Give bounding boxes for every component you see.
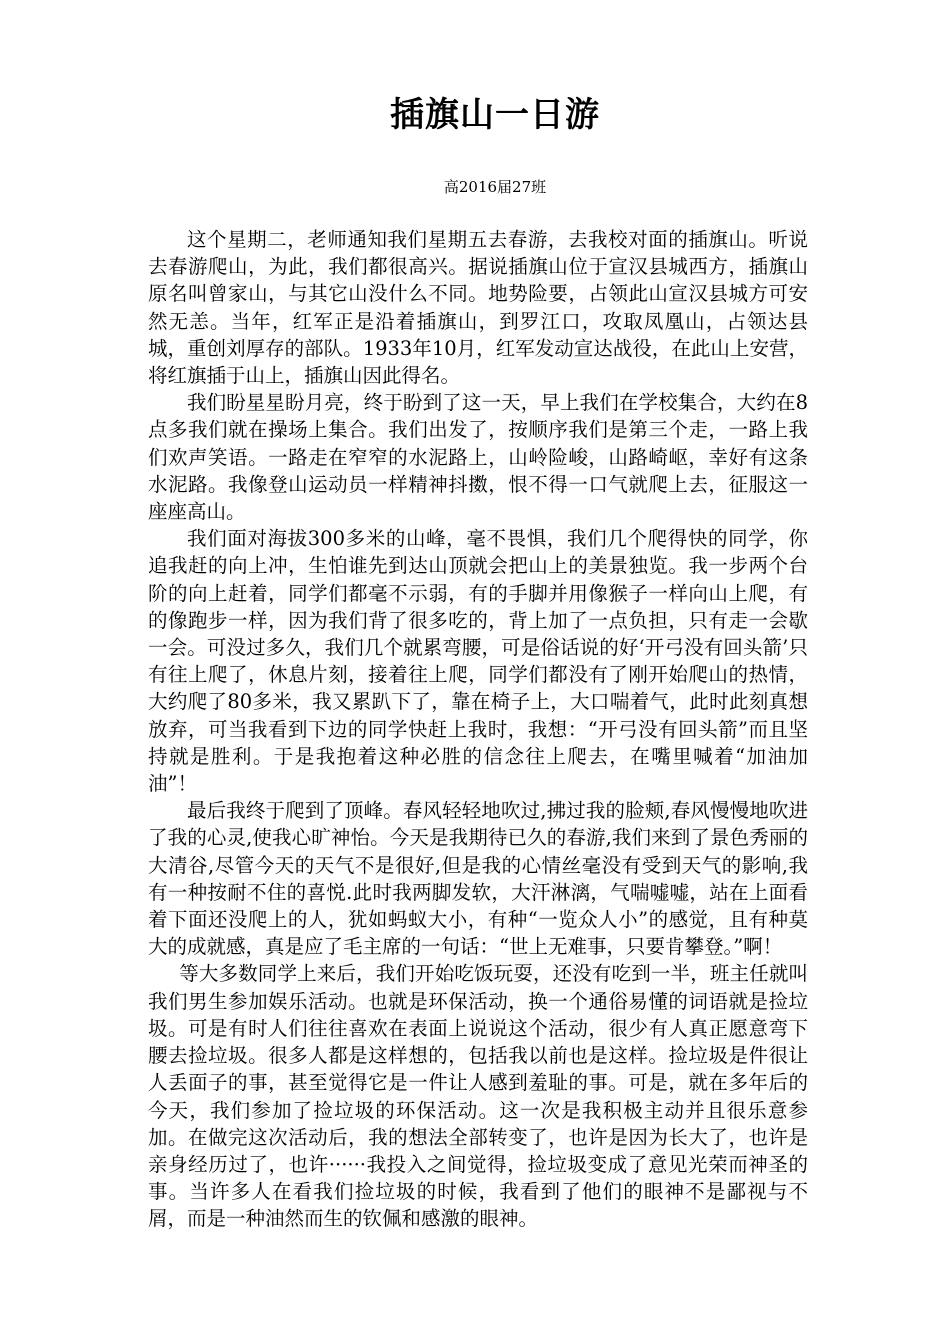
paragraph-4: 最后我终于爬到了顶峰。春风轻轻地吹过,拂过我的脸颊,春风慢慢地吹进了我的心灵,使我心旷神怡。今天是我期待已久的春游,我们来到了景色秀丽的大清谷,尽管今天的天气不是很好,但是我的心情丝毫没有受到天气的影响,我有一种按耐不住的喜悦.此时我两脚发软，大汗淋漓，气喘嘘嘘，站在上面看着下面还没爬上的人，犹如蚂蚁大小，有种“一览众人小”的感觉，且有种莫大的成就感，真是应了毛主席的一句话：“世上无难事，只要肯攀登。”啊！ <box>148 799 808 959</box>
document-body <box>148 226 808 1233</box>
paragraph-5: 等大多数同学上来后，我们开始吃饭玩耍，还没有吃到一半，班主任就叫我们男生参加娱乐活动。也就是环保活动，换一个通俗易懂的词语就是捡垃圾。可是有时人们往往喜欢在表面上说说这个活动，很少有人真正愿意弯下腰去捡垃圾。很多人都是这样想的，包括我以前也是这样。捡垃圾是件很让人丢面子的事，甚至觉得它是一件让人感到羞耻的事。可是，就在多年后的今天，我们参加了捡垃圾的环保活动。这一次是我积极主动并且很乐意参加。在做完这次活动后，我的想法全部转变了，也许是因为长大了，也许是亲身经历过了，也许······我投入之间觉得，捡垃圾变成了意见光荣而神圣的事。当许多人在看我们捡垃圾的时候，我看到了他们的眼神不是鄙视与不屑，而是一种油然而生的钦佩和感激的眼神。 <box>148 962 808 1231</box>
document-byline: 高2016届27班 <box>443 178 547 196</box>
document-title: 插旗山一日游 <box>390 95 600 135</box>
paragraph-2: 我们盼星星盼月亮，终于盼到了这一天，早上我们在学校集合，大约在8点多我们就在操场上集合。我们出发了，按顺序我们是第三个走，一路上我们欢声笑语。一路走在窄窄的水泥路上，山岭险峻，山路崎岖，幸好有这条水泥路。我像登山运动员一样精神抖擞，恨不得一口气就爬上去，征服这一座座高山。 <box>148 391 808 524</box>
paragraph-1: 这个星期二，老师通知我们星期五去春游，去我校对面的插旗山。听说去春游爬山，为此，我们都很高兴。据说插旗山位于宣汉县城西方，插旗山原名叫曾家山，与其它山没什么不同。地势险要，占领此山宣汉县城方可安然无恙。当年，红军正是沿着插旗山，到罗江口，攻取凤凰山，占领达县城，重创刘厚存的部队。1933年10月，红军发动宣达战役，在此山上安营，将红旗插于山上，插旗山因此得名。 <box>148 228 808 388</box>
paragraph-3: 我们面对海拔300多米的山峰，毫不畏惧，我们几个爬得快的同学，你追我赶的向上冲，生怕谁先到达山顶就会把山上的美景独览。我一步两个台阶的向上赶着，同学们都毫不示弱，有的手脚并用像猴子一样向山上爬，有的像跑步一样，因为我们背了很多吃的，背上加了一点负担，只有走一会歇一会。可没过多久，我们几个就累弯腰，可是俗话说的好‘开弓没有回头箭’只有往上爬了，休息片刻，接着往上爬，同学们都没有了刚开始爬山的热情，大约爬了80多米，我又累趴下了，靠在椅子上，大口喘着气，此时此刻真想放弃，可当我看到下边的同学快赶上我时，我想：“开弓没有回头箭”而且坚持就是胜利。于是我抱着这种必胜的信念往上爬去，在嘴里喊着“加油加油”！ <box>148 527 808 796</box>
